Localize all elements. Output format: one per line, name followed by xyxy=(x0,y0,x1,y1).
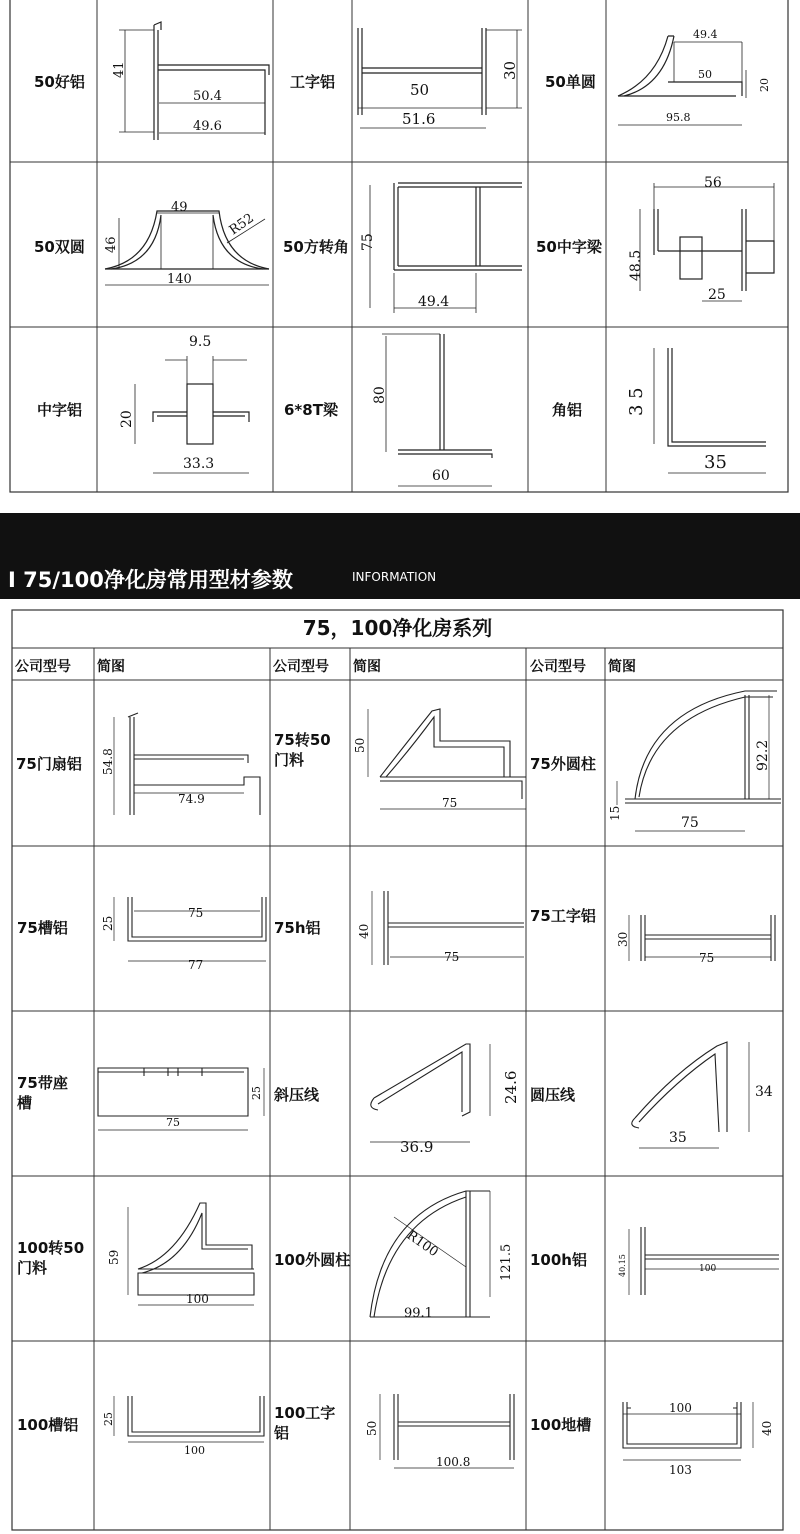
cell-label: 100地槽 xyxy=(530,1416,592,1434)
dim-label: 54.8 xyxy=(101,748,115,775)
dim-label: 35 xyxy=(704,452,727,473)
dim-label: 25 xyxy=(102,1412,115,1426)
dim-label: 75 xyxy=(699,951,715,965)
dim-label: 100 xyxy=(186,1292,209,1306)
dim-label: 100 xyxy=(184,1444,205,1457)
cell-label: 75门扇铝 xyxy=(16,755,82,773)
profile-drawing-100-to-50-door xyxy=(94,1177,270,1341)
column-header: 简图 xyxy=(608,659,636,675)
dim-label: 51.6 xyxy=(402,110,436,128)
dim-label: 103 xyxy=(669,1463,692,1477)
dim-label: 48.5 xyxy=(628,249,644,281)
dim-label: 25 xyxy=(708,287,726,303)
dim-label: 80 xyxy=(372,386,388,404)
profile-drawing-100-floor-channel xyxy=(605,1342,782,1506)
profile-drawing-75-to-50-door xyxy=(350,681,526,845)
cell-label: 圆压线 xyxy=(530,1086,576,1104)
dim-label: 75 xyxy=(360,233,376,251)
dim-label: 40.15 xyxy=(618,1254,627,1277)
profile-drawing-50-mid-beam xyxy=(606,163,800,327)
dim-label: 30 xyxy=(501,60,519,80)
dim-label: 50 xyxy=(410,81,430,99)
dim-label: 15 xyxy=(608,805,622,821)
banner-subtitle: INFORMATION xyxy=(352,570,437,584)
dim-label: 140 xyxy=(167,272,192,287)
dim-label: 92.2 xyxy=(755,739,771,771)
profile-drawing-100-i-beam xyxy=(350,1342,526,1506)
banner-title: I 75/100净化房常用型材参数 xyxy=(8,568,293,592)
profile-drawing-75-h xyxy=(350,847,526,1011)
profile-drawing-75-channel xyxy=(94,847,270,1011)
dim-label: 30 xyxy=(616,931,630,947)
dim-label: 95.8 xyxy=(666,111,691,124)
cell-label: 75槽铝 xyxy=(17,919,68,937)
dim-label: 24.6 xyxy=(502,1070,520,1104)
dim-label: 46 xyxy=(104,236,119,253)
profile-drawing-75-i-beam xyxy=(605,847,782,1011)
profile-drawing-oblique-bead xyxy=(350,1012,526,1176)
dim-label: 75 xyxy=(681,815,699,831)
profile-drawing-50-single-round xyxy=(606,0,800,160)
cell-label: 50好铝 xyxy=(34,73,85,91)
cell-label: 75h铝 xyxy=(274,919,321,937)
dim-label: 75 xyxy=(188,906,204,920)
dim-label: 75 xyxy=(166,1116,180,1129)
dim-label: 3 5 xyxy=(626,387,647,416)
profile-drawing-50-square-corner xyxy=(352,163,528,327)
dim-label: 74.9 xyxy=(178,792,205,806)
dim-label: 9.5 xyxy=(189,334,212,350)
dim-label: 77 xyxy=(188,958,204,972)
cell-label: 75外圆柱 xyxy=(530,755,596,773)
dim-label: 35 xyxy=(669,1130,687,1146)
dim-label: 100 xyxy=(669,1401,692,1415)
cell-label: 75转50门料 xyxy=(274,731,331,769)
cell-label: 50双圆 xyxy=(34,238,85,256)
dim-label: 100 xyxy=(699,1264,717,1274)
profile-drawing-round-bead xyxy=(605,1012,782,1176)
profile-drawing-t-beam xyxy=(352,328,528,492)
cell-label: 工字铝 xyxy=(290,73,336,91)
cell-label: 50方转角 xyxy=(283,238,349,256)
profile-drawing-75-outer-column xyxy=(605,681,782,845)
profile-drawing-angle xyxy=(606,328,800,492)
dim-label: 36.9 xyxy=(400,1138,434,1156)
dim-label: 50 xyxy=(698,68,712,81)
profile-drawing-50-double-round xyxy=(97,163,273,327)
dim-label: 59 xyxy=(107,1249,121,1265)
cell-label: 100转50门料 xyxy=(17,1239,85,1277)
dim-label: 49.4 xyxy=(693,28,718,41)
cell-label: 角铝 xyxy=(552,401,583,419)
cell-label: 50中字梁 xyxy=(536,238,602,256)
dim-label: 49.6 xyxy=(193,119,222,134)
dim-label: 56 xyxy=(704,175,722,191)
cell-label: 中字铝 xyxy=(37,401,83,419)
dim-label: 50 xyxy=(353,737,367,753)
dim-label: 49.4 xyxy=(418,294,450,310)
dim-label: 75 xyxy=(442,796,458,810)
profile-drawing-100-channel xyxy=(94,1342,270,1506)
profile-drawing-100-outer-column xyxy=(350,1177,526,1341)
dim-label: 60 xyxy=(432,468,450,484)
column-header: 简图 xyxy=(97,659,125,675)
dim-label: 34 xyxy=(755,1084,773,1100)
dim-label: 50.4 xyxy=(193,89,222,104)
dim-label: 49 xyxy=(171,200,188,215)
profile-drawing-50-good xyxy=(97,0,273,160)
dim-label: 99.1 xyxy=(404,1306,433,1321)
cell-label: 100工字铝 xyxy=(274,1404,336,1442)
dim-label: 75 xyxy=(444,950,460,964)
profile-drawing-100-h xyxy=(605,1177,782,1341)
profile-drawing-mid-aluminum xyxy=(97,328,273,492)
cell-label: 100h铝 xyxy=(530,1251,587,1269)
dim-label: R52 xyxy=(226,210,257,239)
dim-label: 25 xyxy=(101,915,115,931)
cell-label: 100外圆柱 xyxy=(274,1251,351,1269)
cell-label: 50单圆 xyxy=(545,73,596,91)
profile-drawing-75-door-leaf xyxy=(94,681,270,845)
dim-label: 40 xyxy=(357,923,371,939)
cell-label: 75带座槽 xyxy=(17,1074,68,1112)
cell-label: 斜压线 xyxy=(274,1086,320,1104)
profile-drawing-75-base-channel xyxy=(94,1012,270,1176)
dim-label: 20 xyxy=(119,410,135,428)
dim-label: 33.3 xyxy=(183,456,215,472)
dim-label: 25 xyxy=(250,1086,263,1100)
series-table-title: 75，100净化房系列 xyxy=(302,616,493,640)
dim-label: R100 xyxy=(403,1227,441,1261)
column-header: 公司型号 xyxy=(273,659,329,675)
column-header: 简图 xyxy=(353,659,381,675)
column-header: 公司型号 xyxy=(15,659,71,675)
dim-label: 50 xyxy=(365,1420,379,1436)
dim-label: 40 xyxy=(760,1420,774,1436)
profile-drawing-i-beam xyxy=(352,0,528,160)
dim-label: 100.8 xyxy=(436,1455,471,1469)
dim-label: 41 xyxy=(112,61,127,78)
column-header: 公司型号 xyxy=(530,659,586,675)
cell-label: 6*8T梁 xyxy=(284,401,338,419)
dim-label: 121.5 xyxy=(499,1243,514,1281)
cell-label: 100槽铝 xyxy=(17,1416,79,1434)
dim-label: 20 xyxy=(758,78,771,92)
cell-label: 75工字铝 xyxy=(530,907,596,925)
